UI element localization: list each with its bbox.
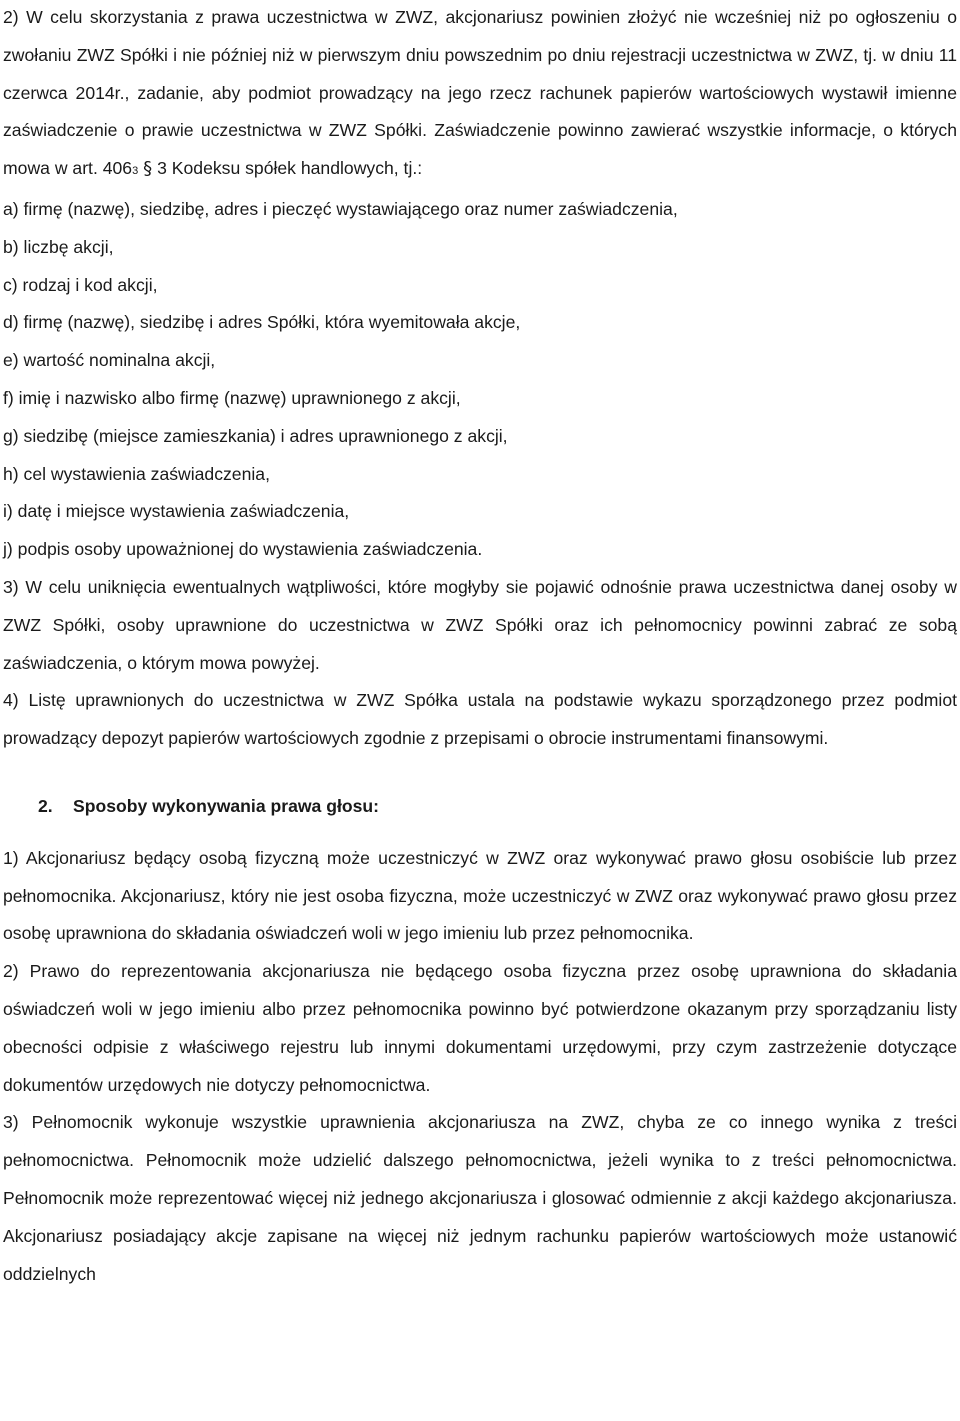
section-title: Sposoby wykonywania prawa głosu:	[73, 795, 380, 816]
list-item: f) imię i nazwisko albo firmę (nazwę) uprawnionego z akcji,	[3, 387, 461, 408]
article-subscript: 3	[132, 165, 139, 178]
list-item: a) firmę (nazwę), siedzibę, adres i pieczęć wystawiającego oraz numer zaświadczenia,	[3, 198, 678, 219]
paragraph-2	[3, 0, 957, 191]
list-item: c) rodzaj i kod akcji,	[3, 274, 158, 295]
certificate-requirements-list	[3, 191, 957, 569]
list-item: e) wartość nominalna akcji,	[3, 350, 216, 371]
voting-paragraph-1: 1) Akcjonariusz będący osobą fizyczną może uczestniczyć w ZWZ oraz wykonywać prawo głosu osobiście lub przez pełnomocnika. Akcjonariusz, który nie jest osoba fizyczna, może uczestniczyć w ZWZ oraz wykonywać prawo głosu przez osobę uprawniona do składania oświadczeń woli w jego imieniu lub przez pełnomocnika.	[3, 847, 957, 944]
list-item: j) podpis osoby upoważnionej do wystawienia zaświadczenia.	[3, 539, 483, 560]
list-item: h) cel wystawienia zaświadczenia,	[3, 463, 270, 484]
section-heading	[3, 788, 957, 826]
section-sign: §	[143, 158, 153, 180]
voting-paragraph-3: 3) Pełnomocnik wykonuje wszystkie uprawnienia akcjonariusza na ZWZ, chyba ze co innego wynika z treści pełnomocnictwa. Pełnomocnik może udzielić dalszego pełnomocnictwa, jeżeli wynika to z treści pełnomocnictwa. Pełnomocnik może reprezentować więcej niż jednego akcjonariusza i glosować odmiennie z akcji każdego akcjonariusza. Akcjonariusz posiadający akcje zapisane na więcej niż jednym rachunku papierów wartościowych może ustanowić oddzielnych	[3, 1112, 957, 1284]
list-item: b) liczbę akcji,	[3, 236, 114, 257]
paragraph-3: 3) W celu uniknięcia ewentualnych wątpliwości, które mogłyby sie pojawić odnośnie prawa uczestnictwa danej osoby w ZWZ Spółki, osoby uprawnione do uczestnictwa w ZWZ Spółki oraz ich pełnomocnicy powinni zabrać ze sobą zaświadczenia, o którym mowa powyżej.	[3, 576, 957, 673]
list-item: g) siedzibę (miejsce zamieszkania) i adres uprawnionego z akcji,	[3, 425, 508, 446]
paragraph-2-text: 2) W celu skorzystania z prawa uczestnictwa w ZWZ, akcjonariusz powinien złożyć nie wcześniej niż po ogłoszeniu o zwołaniu ZWZ Spółki i nie później niż w pierwszym dniu powszednim po dniu rejestracji uczestnictwa w ZWZ, tj. w dniu 11 czerwca 2014r., zadanie, aby podmiot prowadzący na jego rzecz rachunek papierów wartościowych wystawił imienne zaświadczenie o prawie uczestnictwa w ZWZ Spółki. Zaświadczenie powinno zawierać wszystkie informacje, o których mowa w art. 406	[3, 7, 957, 179]
section-number: 2.	[38, 795, 53, 816]
list-item: i) datę i miejsce wystawienia zaświadczenia,	[3, 501, 350, 522]
voting-paragraph-2: 2) Prawo do reprezentowania akcjonariusza nie będącego osoba fizyczna przez osobę uprawniona do składania oświadczeń woli w jego imieniu albo przez pełnomocnika powinno być potwierdzone okazanym przy sporządzaniu listy obecności odpisie z właściwego rejestru lub innymi dokumentami urzędowymi, przy czym zastrzeżenie dotyczące dokumentów urzędowych nie dotyczy pełnomocnictwa.	[3, 961, 957, 1095]
paragraph-4: 4) Listę uprawnionych do uczestnictwa w ZWZ Spółka ustala na podstawie wykazu sporządzonego przez podmiot prowadzący depozyt papierów wartościowych zgodnie z przepisami o obrocie instrumentami finansowymi.	[3, 690, 957, 749]
paragraph-2-text-end: 3 Kodeksu spółek handlowych, tj.:	[157, 158, 423, 179]
list-item: d) firmę (nazwę), siedzibę i adres Spółki, która wyemitowała akcje,	[3, 312, 521, 333]
